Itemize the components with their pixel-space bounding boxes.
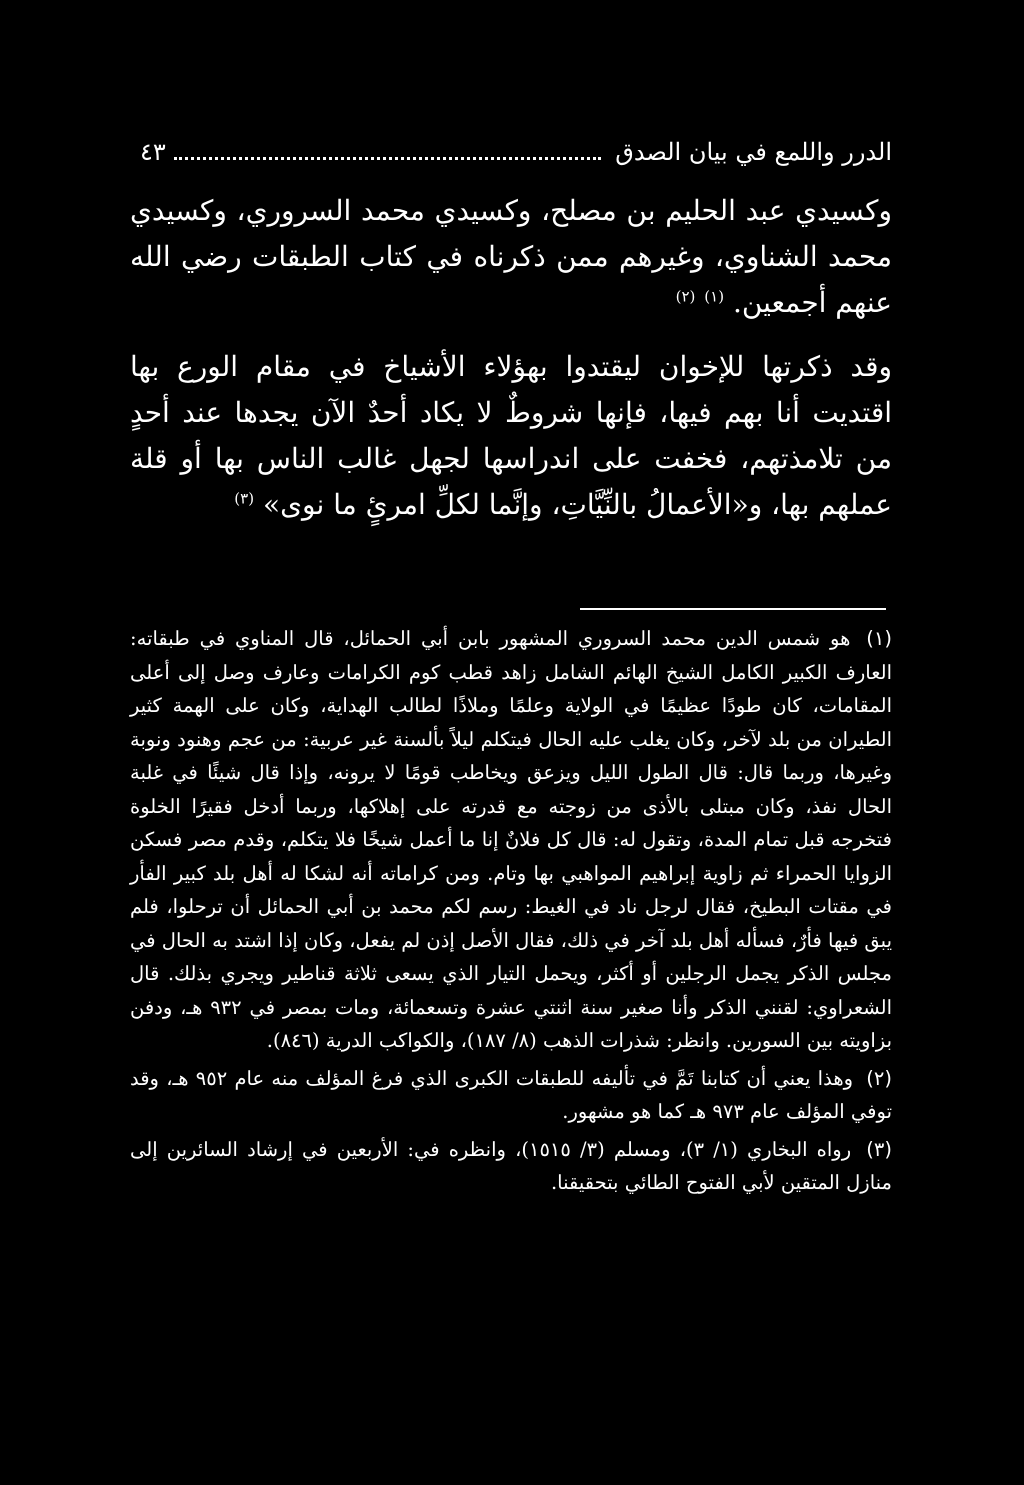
body-paragraph-text: وقد ذكرتها للإخوان ليقتدوا بهؤلاء الأشياخ في مقام الورع بها اقتديت أنا بهم فيها، فإنها شروطٌ لا يكاد أحدٌ الآن يجدها عند أحدٍ من تلامذتهم، فخفت على اندراسها لجهل غالب الناس بها أو قلة عملهم بها، و«الأعمالُ بالنِّيَّاتِ، وإنَّما لكلِّ امرئٍ ما نوى» bbox=[130, 350, 892, 521]
footnote bbox=[130, 1133, 892, 1200]
body-paragraph bbox=[130, 344, 892, 528]
running-header bbox=[140, 132, 892, 172]
header-dot-leader bbox=[174, 157, 601, 160]
footnote-text: رواه البخاري (١/ ٣)، ومسلم (٣/ ١٥١٥)، وانظره في: الأربعين في إرشاد السائرين إلى منازل المتقين لأبي الفتوح الطائي بتحقيقنا. bbox=[130, 1137, 892, 1194]
body-paragraph-text: وكسيدي عبد الحليم بن مصلح، وكسيدي محمد السروري، وكسيدي محمد الشناوي، وغيرهم ممن ذكرناه في كتاب الطبقات رضي الله عنهم أجمعين. bbox=[130, 194, 892, 319]
main-text bbox=[130, 188, 892, 528]
body-paragraph bbox=[130, 188, 892, 326]
page-number: ٤٣ bbox=[140, 138, 166, 166]
footnote-number: (٢) bbox=[866, 1066, 892, 1090]
footnote-ref: (١) bbox=[704, 287, 725, 306]
footnote-separator bbox=[580, 608, 886, 610]
footnote-ref: (٣) bbox=[234, 489, 255, 508]
footnote-number: (١) bbox=[866, 627, 892, 650]
footnote-ref: (٢) bbox=[675, 287, 696, 306]
running-title: الدرر واللمع في بيان الصدق bbox=[615, 138, 892, 166]
footnote bbox=[130, 1062, 892, 1129]
footnote-text: هو شمس الدين محمد السروري المشهور بابن أبي الحمائل، قال المناوي في طبقاته: العارف الكبير الكامل الشيخ الهائم الشامل زاهد قطب كوم الكرامات وعارف وصل إلى أعلى المقامات، كان طودًا عظيمًا في الولاية وعلمًا وملاذًا لطالب الهداية، وكان على الهمة كثير الطيران من بلد لآخر، وكان يغلب عليه الحال فيتكلم ليلاً بألسنة غير عربية: من عجم وهنود ونوبة وغيرها، وربما قال: قال الطول الليل ويزعق ويخاطب قومًا لا يرونه، وإذا قال شيئًا في غلبة الحال نفذ، وكان مبتلى بالأذى من زوجته مع قدرته على إهلاكها، وربما أدخل فقيرًا الخلوة فتخرجه قبل تمام المدة، وتقول له: قال كل فلانٌ إنا ما أعمل شيخًا فلا يتكلم، وقدم مصر فسكن الزوايا الحمراء ثم زاوية إبراهيم المواهبي بها وتام. ومن كراماته أنه لشكا له أهل بلد كبير الفأر في مقتات البطيخ، فقال لرجل ناد في الغيط: رسم لكم محمد بن أبي الحمائل أن ترحلوا، فلم يبق فيها فأرٌ، فسأله أهل بلد آخر في ذلك، فقال الأصل إذن لم يفعل، وكان إذا اشتد به الحال في مجلس الذكر يجمل الرجلين أو أكثر، ويحمل التيار الذي يسعى ثلاثة قناطير ويجري بذلك. قال الشعراوي: لقنني الذكر وأنا صغير سنة اثنتي عشرة وتسعمائة، ومات بمصر في ٩٣٢ هـ، ودفن بزاويته بين السورين. وانظر: شذرات الذهب (٨/ ١٨٧)، والكواكب الدرية (٨٤٦). bbox=[130, 627, 892, 1052]
footnote-number: (٣) bbox=[866, 1137, 892, 1161]
footnotes bbox=[130, 622, 892, 1204]
footnote bbox=[130, 622, 892, 1058]
footnote-text: وهذا يعني أن كتابنا تَمَّ في تأليفه للطبقات الكبرى الذي فرغ المؤلف منه عام ٩٥٢ هـ، وقد توفي المؤلف عام ٩٧٣ هـ كما هو مشهور. bbox=[130, 1066, 892, 1123]
